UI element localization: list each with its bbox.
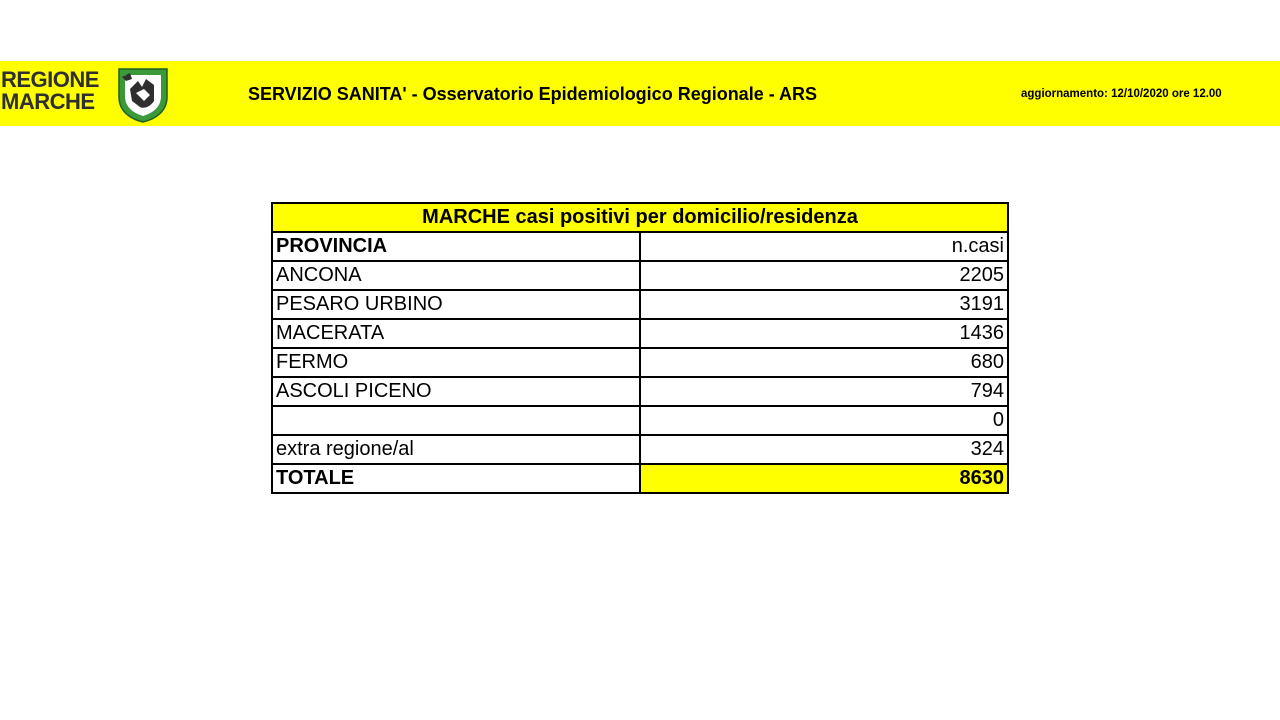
province-cell [272, 406, 640, 435]
province-cell: ASCOLI PICENO [272, 377, 640, 406]
province-cell: extra regione/al [272, 435, 640, 464]
logo-text [1, 69, 99, 113]
cases-table [271, 202, 1009, 494]
table-row [272, 348, 1008, 377]
service-title: SERVIZIO SANITA' - Osservatorio Epidemiologico Regionale - ARS [248, 84, 818, 104]
update-timestamp: aggiornamento: 12/10/2020 ore 12.00 [1021, 88, 1222, 100]
table-row [272, 406, 1008, 435]
column-header-cases: n.casi [640, 232, 1008, 261]
cases-cell: 2205 [640, 261, 1008, 290]
cases-cell: 794 [640, 377, 1008, 406]
cases-cell: 680 [640, 348, 1008, 377]
logo-line-1: REGIONE [1, 67, 99, 92]
cases-table-container [271, 202, 1009, 494]
table-row [272, 377, 1008, 406]
province-cell: PESARO URBINO [272, 290, 640, 319]
cases-cell: 0 [640, 406, 1008, 435]
column-header-provincia: PROVINCIA [272, 232, 640, 261]
cases-cell: 1436 [640, 319, 1008, 348]
table-title-row [272, 203, 1008, 232]
regione-marche-emblem-icon [116, 67, 170, 123]
header-banner [0, 61, 1280, 126]
table-row [272, 319, 1008, 348]
table-header-row [272, 232, 1008, 261]
table-row [272, 261, 1008, 290]
cases-cell: 3191 [640, 290, 1008, 319]
cases-cell: 324 [640, 435, 1008, 464]
province-cell: ANCONA [272, 261, 640, 290]
regione-marche-logo [0, 67, 170, 123]
table-row [272, 290, 1008, 319]
table-title: MARCHE casi positivi per domicilio/residenza [272, 203, 1008, 232]
total-cases: 8630 [640, 464, 1008, 493]
logo-line-2: MARCHE [1, 89, 95, 114]
total-label: TOTALE [272, 464, 640, 493]
province-cell: MACERATA [272, 319, 640, 348]
table-total-row [272, 464, 1008, 493]
table-row [272, 435, 1008, 464]
province-cell: FERMO [272, 348, 640, 377]
